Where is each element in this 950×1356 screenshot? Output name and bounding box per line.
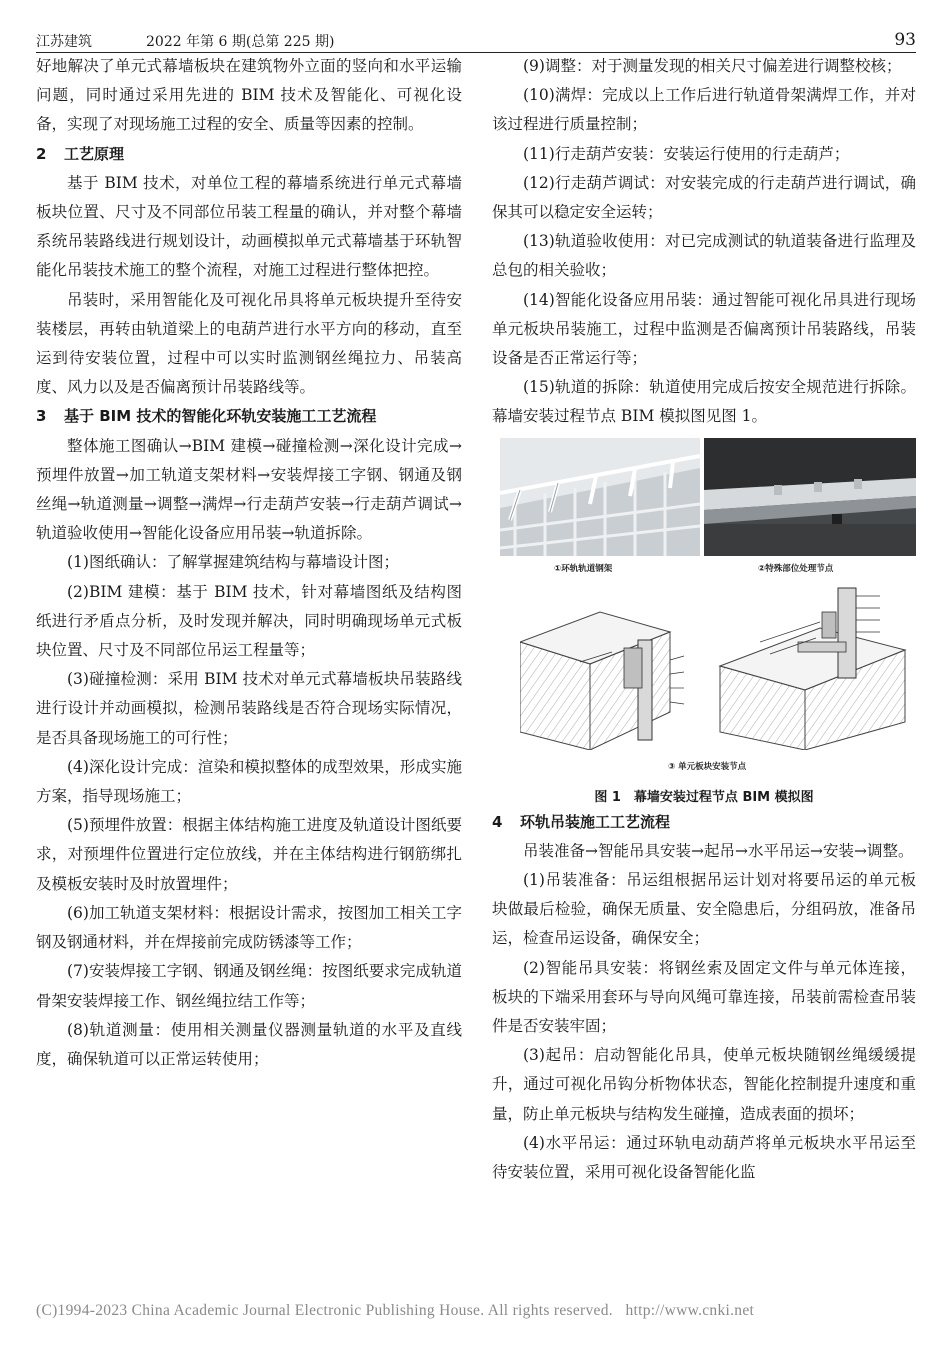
step-item: (14)智能化设备应用吊装：通过智能可视化吊具进行现场单元板块吊装施工，过程中监测是否偏离预计吊装路线，吊装设备是否正常运行等； — [492, 290, 916, 368]
subcaption-3: ③ 单元板块安装节点 — [668, 761, 747, 772]
journal-name: 江苏建筑 — [36, 34, 92, 50]
figure-1 — [492, 438, 916, 782]
subcaption-2: ②特殊部位处理节点 — [758, 563, 834, 574]
step-item: (3)起吊：启动智能化吊具，使单元板块随钢丝绳缓缓提升，通过可视化吊钩分析物体状态，智能化控制提升速度和重量，防止单元板块与结构发生碰撞，造成表面的损坏； — [492, 1046, 916, 1123]
step-item: (1)图纸确认：了解掌握建筑结构与幕墙设计图； — [67, 553, 399, 572]
section-number: 3 — [36, 407, 47, 426]
step-item: (11)行走葫芦安装：安装运行使用的行走葫芦； — [523, 144, 850, 163]
rail-frame-drawing — [500, 438, 700, 556]
step-item: (8)轨道测量：使用相关测量仪器测量轨道的水平及直线度，确保轨道可以正常运转使用； — [36, 1020, 462, 1068]
page-header — [36, 30, 916, 54]
special-node-drawing — [704, 438, 916, 556]
step-item: (1)吊装准备：吊运组根据吊运计划对将要吊运的单元板块做最后检验，确保无质量、安全隐患后，分组码放，准备吊运，检查吊运设备，确保安全； — [492, 871, 916, 948]
right-column — [492, 52, 916, 1187]
section-title: 基于 BIM 技术的智能化环轨安装施工工艺流程 — [64, 407, 377, 426]
step-item: (2)智能吊具安装：将钢丝索及固定文件与单元体连接，板块的下端采用套环与导向风绳可靠连接，吊装前需检查吊装件是否安装牢固； — [492, 958, 916, 1036]
section-heading-2 — [36, 140, 462, 169]
subcaption-1: ①环轨轨道钢架 — [554, 563, 613, 574]
step-item: (15)轨道的拆除：轨道使用完成后按安全规范进行拆除。幕墙安装过程节点 BIM 模拟图见图 1。 — [492, 378, 916, 426]
section-heading-4 — [492, 808, 916, 837]
unit-panel-node-image — [520, 582, 910, 750]
paragraph: 基于 BIM 技术，对单位工程的幕墙系统进行单元式幕墙板块位置、尺寸及不同部位吊装工程量的确认，并对整个幕墙系统吊装路线进行规划设计，动画模拟单元式幕墙基于环轨智能化吊装技术施工的整个流程，对施工过程进行整体把控。 — [36, 173, 462, 280]
left-column — [36, 52, 462, 1074]
step-item: (7)安装焊接工字钢、钢通及钢丝绳：按图纸要求完成轨道骨架安装焊接工作、钢丝绳拉结工作等； — [36, 962, 462, 1010]
special-node-image — [704, 438, 916, 556]
paragraph: 整体施工图确认→BIM 建模→碰撞检测→深化设计完成→预埋件放置→加工轨道支架材料→安装焊接工字钢、钢通及钢丝绳→轨道测量→调整→满焊→行走葫芦安装→行走葫芦调试→轨道验收使用→智能化设备应用吊装→轨道拆除。 — [36, 436, 462, 543]
step-item: (13)轨道验收使用：对已完成测试的轨道装备进行监理及总包的相关验收； — [492, 232, 916, 280]
section-number: 4 — [492, 812, 503, 831]
step-item: (9)调整：对于测量发现的相关尺寸偏差进行调整校核； — [523, 57, 902, 75]
copyright-footer — [36, 1302, 916, 1320]
step-item: (3)碰撞检测：采用 BIM 技术对单元式幕墙板块吊装路线进行设计并动画模拟，检测吊装路线是否符合现场实际情况，是否具备现场施工的可行性； — [36, 670, 462, 747]
section-heading-3 — [36, 402, 462, 431]
step-item: (6)加工轨道支架材料：根据设计需求，按图加工相关工字钢及钢通材料，并在焊接前完成防锈漆等工作； — [36, 903, 462, 952]
figure-caption: 图 1 幕墙安装过程节点 BIM 模拟图 — [594, 789, 814, 805]
step-item: (2)BIM 建模：基于 BIM 技术，针对幕墙图纸及结构图纸进行矛盾点分析，及时发现并解决，同时明确现场单元式板块位置、尺寸及不同部位吊运工程量等； — [36, 582, 462, 660]
section-title: 工艺原理 — [64, 144, 125, 163]
section-title: 环轨吊装施工工艺流程 — [520, 812, 671, 831]
step-item: (4)水平吊运：通过环轨电动葫芦将单元板块水平吊运至待安装位置，采用可视化设备智能化监 — [492, 1133, 916, 1182]
step-item: (10)满焊：完成以上工作后进行轨道骨架满焊工作，并对该过程进行质量控制； — [492, 86, 916, 134]
section-number: 2 — [36, 144, 47, 163]
copyright-text: (C)1994-2023 China Academic Journal Electronic Publishing House. All rights reserved. — [36, 1302, 613, 1319]
paragraph: 好地解决了单元式幕墙板块在建筑物外立面的竖向和水平运输问题，同时通过采用先进的 BIM 技术及智能化、可视化设备，实现了对现场施工过程的安全、质量等因素的控制。 — [36, 57, 462, 134]
step-item: (12)行走葫芦调试：对安装完成的行走葫芦进行调试，确保其可以稳定安全运转； — [492, 173, 916, 222]
issue-info: 2022 年第 6 期(总第 225 期) — [146, 34, 335, 50]
paragraph: 吊装准备→智能吊具安装→起吊→水平吊运→安装→调整。 — [523, 841, 914, 860]
step-item: (5)预埋件放置：根据主体结构施工进度及轨道设计图纸要求，对预埋件位置进行定位放线，并在主体结构进行钢筋绑扎及模板安装时及时放置埋件； — [36, 816, 462, 893]
page-number: 93 — [894, 30, 916, 50]
paragraph: 吊装时，采用智能化及可视化吊具将单元板块提升至待安装楼层，再转由轨道梁上的电葫芦进行水平方向的移动，直至运到待安装位置，过程中可以实时监测钢丝绳拉力、吊装高度、风力以及是否偏离预计吊装路线等。 — [36, 290, 462, 397]
rail-steel-frame-image — [500, 438, 700, 556]
footer-url: http://www.cnki.net — [625, 1302, 755, 1319]
step-item: (4)深化设计完成：渲染和模拟整体的成型效果，形成实施方案，指导现场施工； — [36, 757, 462, 806]
unit-panel-drawing — [520, 582, 910, 750]
